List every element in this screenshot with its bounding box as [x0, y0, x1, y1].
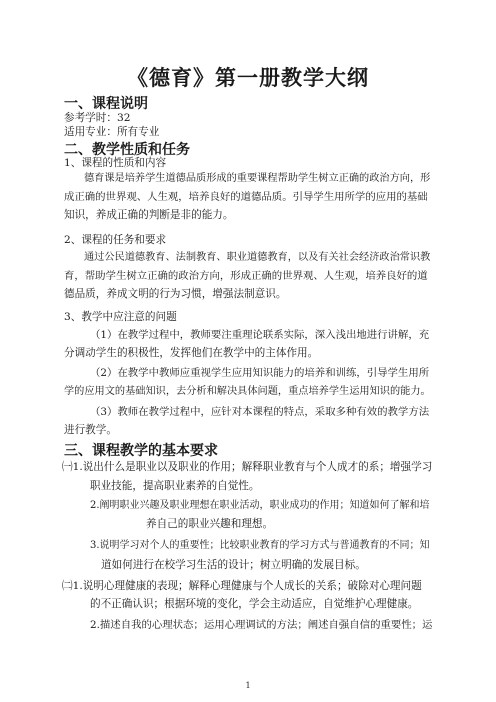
section-heading-requirements: 三、课程教学的基本要求 [64, 443, 218, 459]
section-heading-nature-and-tasks: 二、教学性质和任务 [64, 142, 190, 158]
paragraph-line: （2）在教学中教师应重视学生应用知识能力的培养和训练，引导学生用所 [90, 367, 430, 379]
requirement-line: 的不正确认识；根据环境的变化，学会主动适应，自觉维护心理健康。 [90, 598, 419, 610]
subheading-tasks: 2、课程的任务和要求 [64, 234, 167, 246]
applicable-major: 适用专业：所有专业 [64, 126, 160, 138]
paragraph-line: 学的应用文的基础知识，去分析和解决具体问题，重点培养学生运用知识的能力。 [64, 386, 431, 397]
requirement-line: 养自己的职业兴趣和理想。 [146, 518, 274, 530]
paragraph-line: 通过公民道德教育、法制教育、职业道德教育，以及有关社会经济政治常识教 [84, 252, 431, 263]
paragraph-line: 成正确的世界观、人生观，培养良好的道德品质。引导学生用所学的应用的基础 [64, 191, 428, 203]
requirement-line: 3.说明学习对个人的重要性；比较职业教育的学习方式与普通教育的不同；知 [90, 540, 430, 551]
subheading-problems: 3、教学中应注意的问题 [64, 311, 177, 323]
paragraph-line: （1）在教学过程中，教师要注重理论联系实际，深入浅出地进行讲解，充 [90, 329, 430, 341]
paragraph-line: 知识，养成正确的判断是非的能力。 [64, 209, 234, 221]
reference-hours: 参考学时：32 [64, 112, 131, 124]
paragraph-line: 德育课是培养学生道德品质形成的重要课程帮助学生树立正确的政治方向，形 [84, 173, 431, 184]
requirement-line: 2.阐明职业兴趣及职业理想在职业活动，职业成功的作用；知道如何了解和培 [90, 500, 430, 511]
page-number: 1 [245, 681, 251, 690]
requirement-line: ㈠1.说出什么是职业以及职业的作用；解释职业教育与个人成才的系；增强学习 [62, 461, 433, 473]
requirement-line: 道如何进行在校学习生活的设计；树立明确的发展目标。 [101, 559, 366, 571]
paragraph-line: 德品质，养成文明的行为习惯，增强法制意识。 [64, 288, 287, 300]
section-heading-course-description: 一、课程说明 [64, 96, 148, 112]
requirement-line: ㈡1.说明心理健康的表现；解释心理健康与个人成长的关系；破除对心理问题 [62, 580, 422, 592]
paragraph-line: 分调动学生的积极性，发挥他们在教学中的主体作用。 [64, 347, 319, 359]
paragraph-line: 进行教学。 [64, 424, 117, 436]
document-title: 《德育》第一册教学大纲 [127, 65, 369, 90]
requirement-line: 职业技能，提高职业素养的自觉性。 [90, 480, 260, 492]
requirement-line: 2.描述自我的心理状态；运用心理调试的方法；阐述自强自信的重要性；运 [90, 619, 433, 631]
subheading-nature: 1、课程的性质和内容 [64, 157, 167, 169]
paragraph-line: （3）教师在教学过程中，应针对本课程的特点，采取多种有效的教学方法 [90, 406, 430, 418]
paragraph-line: 育，帮助学生树立正确的政治方向，形成正确的世界观、人生观，培养良好的道 [64, 270, 428, 282]
